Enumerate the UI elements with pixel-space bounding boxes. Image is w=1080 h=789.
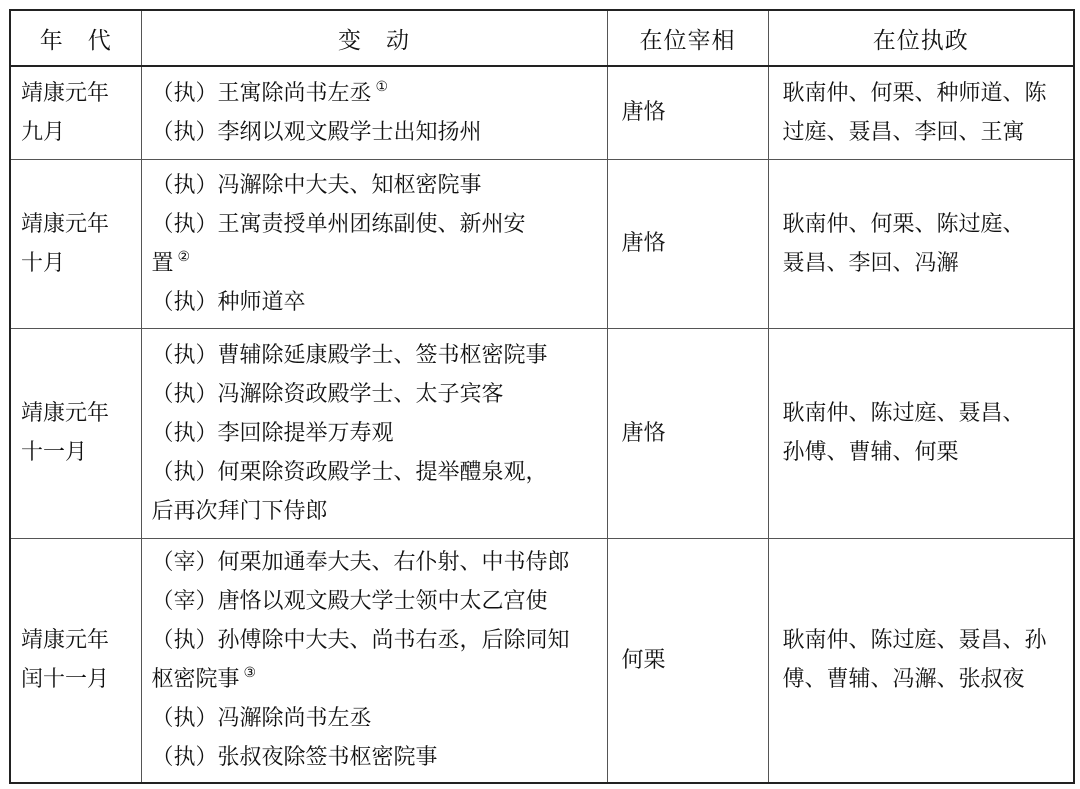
date-cell: 靖康元年 十一月: [10, 328, 141, 538]
footnote-marker: ②: [177, 248, 191, 265]
header-officials: 在位执政: [768, 10, 1074, 66]
change-item: （执）王寓责授单州团练副使、新州安: [151, 211, 526, 237]
change-item: （执）何栗除资政殿学士、提举醴泉观，: [151, 459, 548, 485]
change-item: （执）李纲以观文殿学士出知扬州: [151, 119, 482, 145]
chancellor-cell: 唐恪: [607, 66, 768, 159]
chancellor-cell: 唐恪: [607, 328, 768, 538]
table-row: [10, 159, 1074, 328]
officials-table: [9, 9, 1075, 784]
change-item: 后再次拜门下侍郎: [151, 498, 328, 524]
changes-cell: [141, 66, 607, 159]
header-chancellor: 在位宰相: [607, 10, 768, 66]
change-item: （执）曹辅除延康殿学士、签书枢密院事: [151, 342, 548, 368]
table-row: [10, 538, 1074, 783]
change-item: （执）孙傅除中大夫、尚书右丞，后除同知: [151, 628, 570, 654]
header-row: [10, 10, 1074, 66]
date-cell: 靖康元年 十月: [10, 159, 141, 328]
officials-cell: 耿南仲、何栗、陈过庭、 聂昌、李回、冯澥: [768, 159, 1074, 328]
header-changes: 变 动: [141, 10, 607, 66]
change-item: （执）种师道卒: [151, 289, 306, 315]
date-cell: 靖康元年 九月: [10, 66, 141, 159]
change-item: （执）王寓除尚书左丞 ①: [151, 78, 389, 106]
table-row: [10, 328, 1074, 538]
changes-cell: [141, 328, 607, 538]
date-cell: 靖康元年 闰十一月: [10, 538, 141, 783]
changes-cell: [141, 538, 607, 783]
change-item: （宰）何栗加通奉大夫、右仆射、中书侍郎: [151, 550, 570, 576]
officials-cell: 耿南仲、何栗、种师道、陈 过庭、聂昌、李回、王寓: [768, 66, 1074, 159]
table-row: [10, 66, 1074, 159]
change-item: 枢密院事 ③: [151, 665, 257, 693]
change-item: （执）张叔夜除签书枢密院事: [151, 745, 438, 771]
changes-cell: [141, 159, 607, 328]
officials-table-container: [9, 9, 1073, 780]
change-item: 置 ②: [151, 248, 191, 276]
change-item: （执）李回除提举万寿观: [151, 420, 394, 446]
footnote-marker: ①: [375, 78, 389, 95]
header-date: 年 代: [10, 10, 141, 66]
officials-cell: 耿南仲、陈过庭、聂昌、孙 傅、曹辅、冯澥、张叔夜: [768, 538, 1074, 783]
chancellor-cell: 唐恪: [607, 159, 768, 328]
footnote-marker: ③: [243, 665, 257, 682]
change-item: （宰）唐恪以观文殿大学士领中太乙宫使: [151, 589, 548, 615]
officials-cell: 耿南仲、陈过庭、聂昌、 孙傅、曹辅、何栗: [768, 328, 1074, 538]
chancellor-cell: 何栗: [607, 538, 768, 783]
change-item: （执）冯澥除尚书左丞: [151, 706, 372, 732]
change-item: （执）冯澥除资政殿学士、太子宾客: [151, 381, 504, 407]
change-item: （执）冯澥除中大夫、知枢密院事: [151, 172, 482, 198]
